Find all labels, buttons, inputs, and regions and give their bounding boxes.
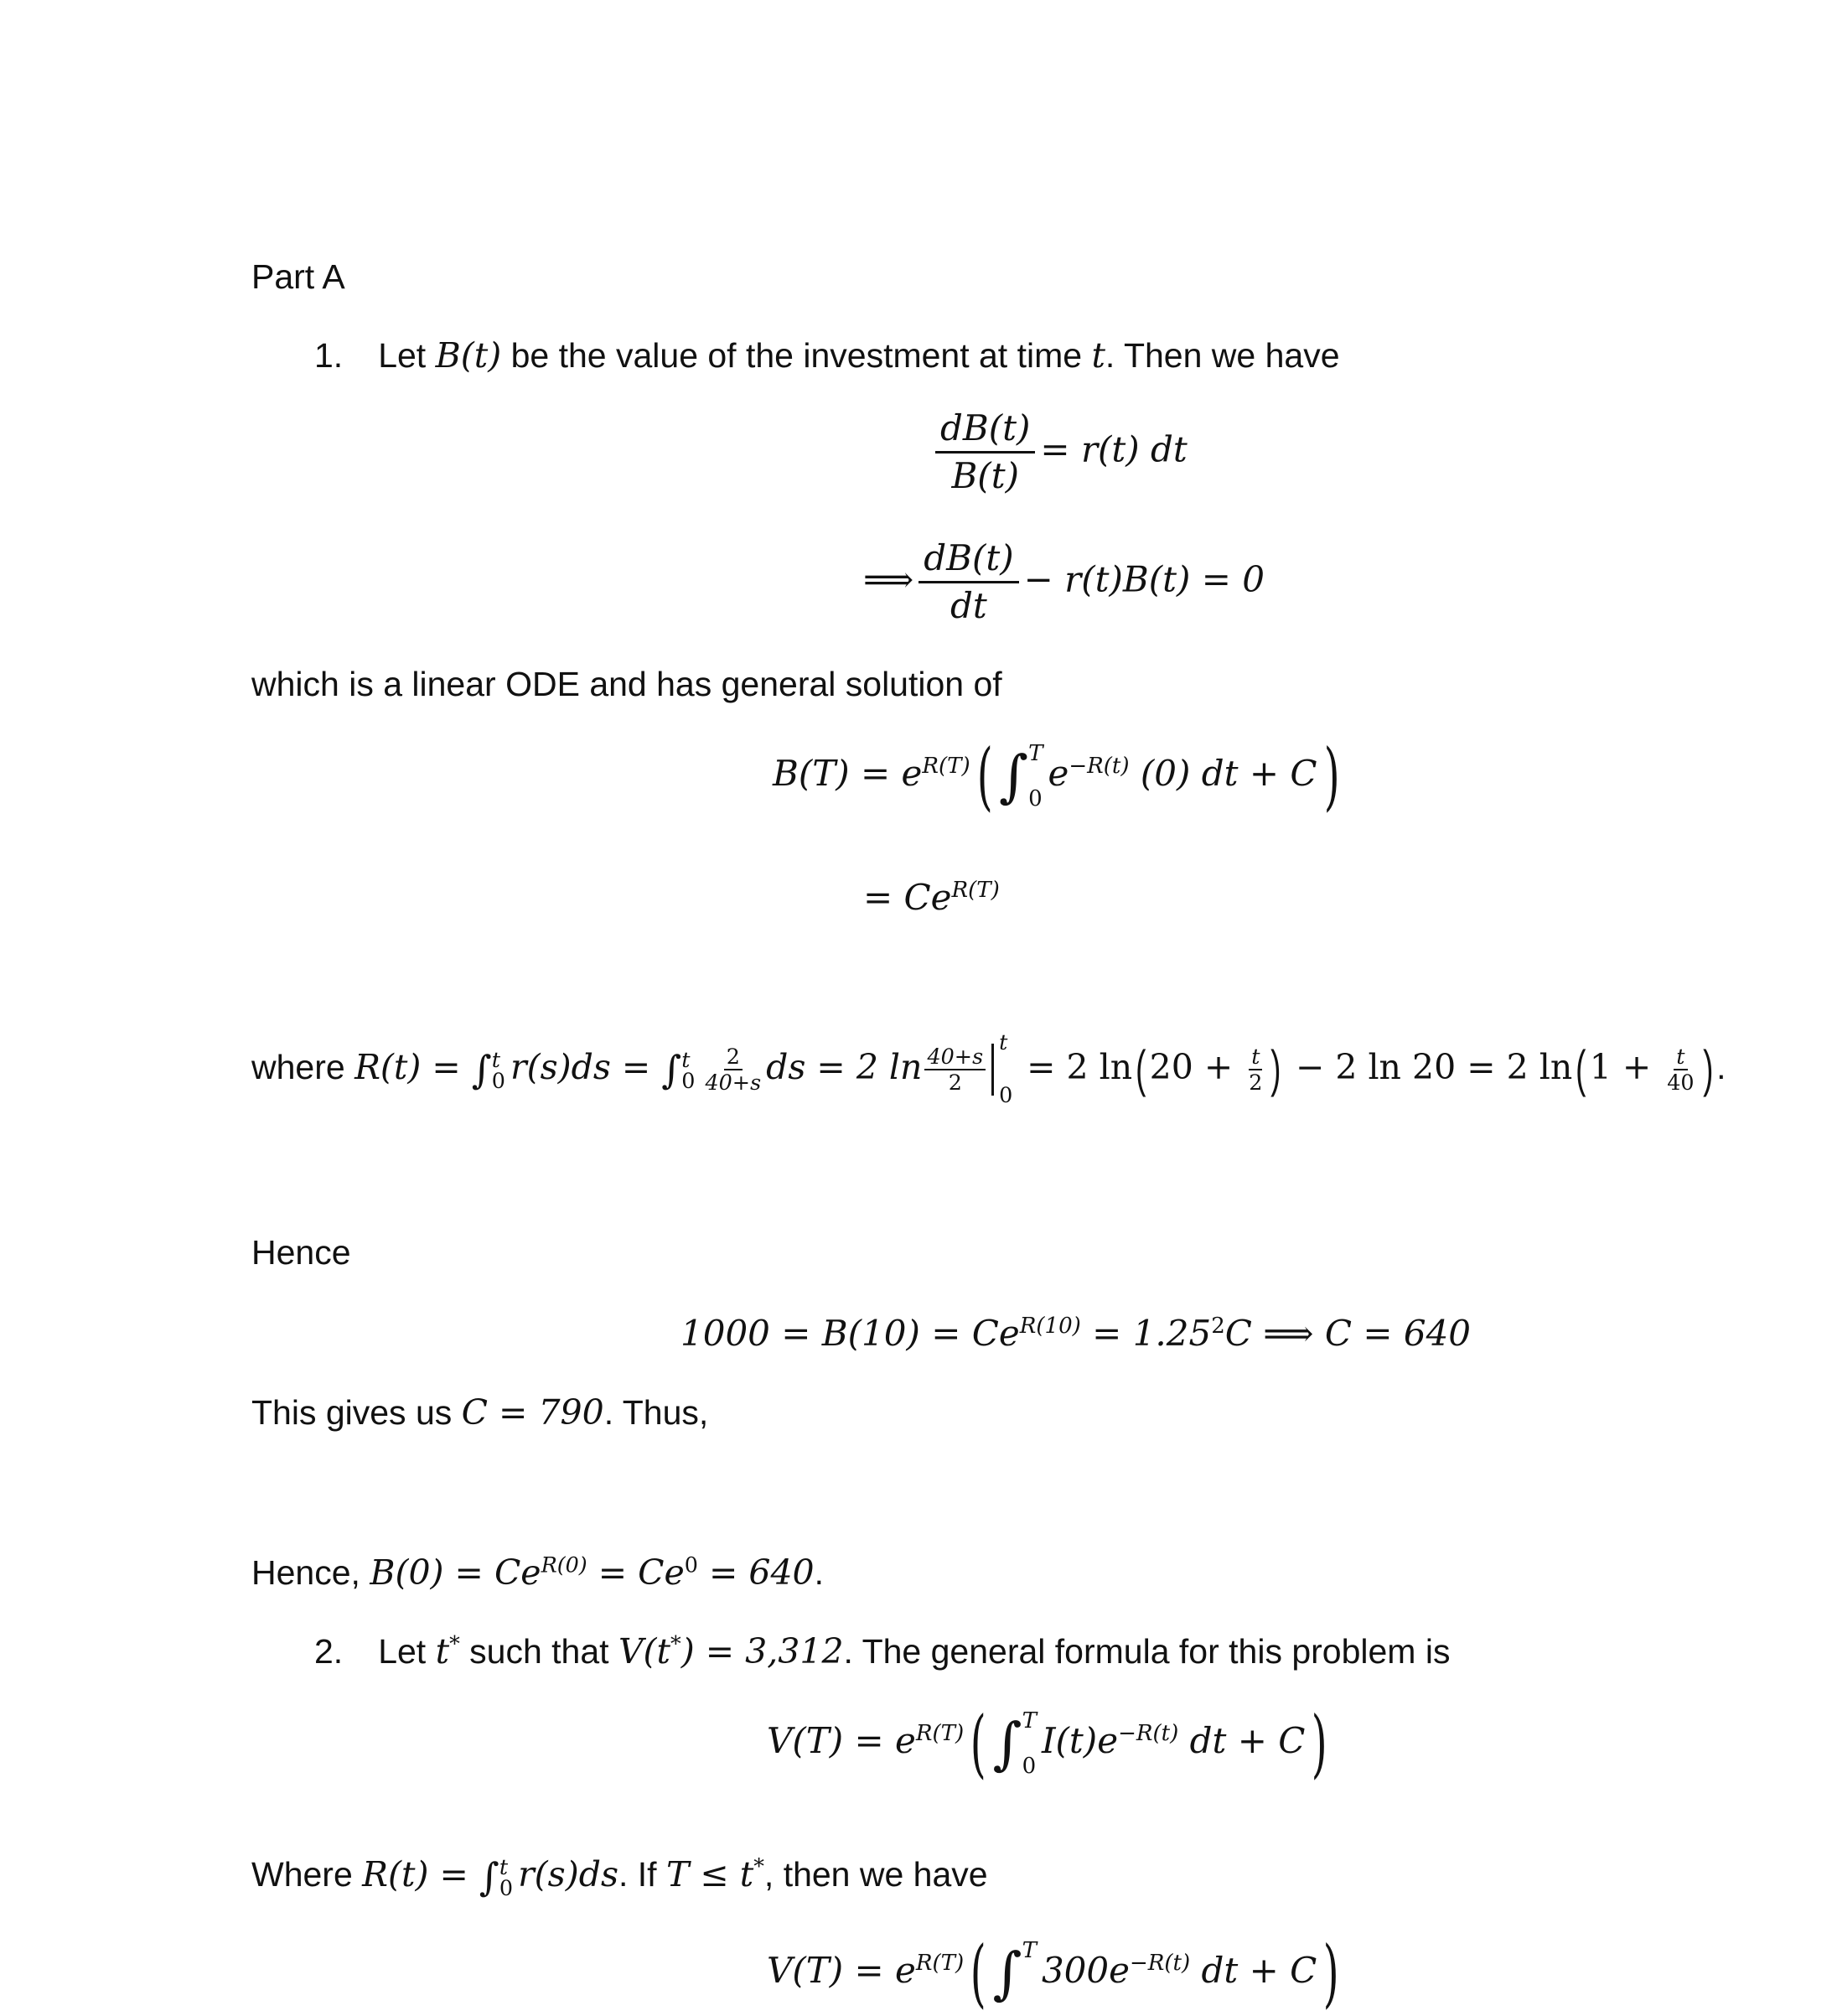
integral-sign: ∫ <box>992 1710 1022 1776</box>
lower-limit: 0 <box>1028 786 1043 812</box>
item-2 <box>314 1630 1451 1671</box>
text: . If <box>618 1854 666 1894</box>
text: Let <box>378 336 436 375</box>
equation-5 <box>680 1313 1472 1354</box>
denominator: 40+s <box>705 1070 762 1095</box>
rest: dt + C <box>1190 1950 1317 1992</box>
integral-limits <box>1022 1708 1037 1780</box>
fraction <box>918 537 1018 626</box>
math: = 2 ln <box>1016 1046 1133 1087</box>
paren-close: ) <box>1270 1040 1281 1099</box>
integrand: 300e <box>1041 1950 1130 1992</box>
paren-open: ( <box>970 1930 986 2016</box>
paren-close: ) <box>1312 1700 1328 1786</box>
text: . Then we have <box>1105 336 1340 375</box>
integral-sign: ∫ <box>471 1047 492 1092</box>
math-inline: V(t <box>618 1631 671 1671</box>
fraction <box>1664 1043 1696 1095</box>
paren-open: ( <box>976 733 993 819</box>
lower-limit: 0 <box>1022 1754 1037 1780</box>
paragraph <box>251 1552 825 1593</box>
fraction <box>702 1043 763 1095</box>
lhs: V(T) = e <box>767 1950 916 1992</box>
exponent: R(10) <box>1019 1314 1081 1339</box>
equation-6 <box>767 1700 1334 1786</box>
exponent: R(T) <box>915 1721 965 1747</box>
numerator: t <box>1674 1046 1687 1070</box>
equation-4 <box>863 877 1000 918</box>
equation-3 <box>773 733 1346 819</box>
text: Let <box>378 1632 436 1671</box>
numerator: dB(t) <box>918 541 1018 583</box>
math: 20 + <box>1149 1046 1245 1087</box>
exponent: R(T) <box>951 878 1000 903</box>
text: where <box>251 1047 355 1086</box>
expr: = Ce <box>863 877 952 918</box>
math-inline: T ≤ t <box>665 1853 754 1894</box>
rest: (0) dt + C <box>1129 753 1317 795</box>
equation-2 <box>863 537 1265 626</box>
evaluation-bar <box>991 1029 1016 1107</box>
rhs: − r(t)B(t) = 0 <box>1023 558 1265 600</box>
exponent: −R(t) <box>1129 1951 1191 1977</box>
item-number: 1. <box>314 336 344 375</box>
upper-limit: T <box>1022 1708 1037 1734</box>
paren-close: ) <box>1323 733 1340 819</box>
text: . <box>1716 1047 1726 1086</box>
expr: = 1.25 <box>1080 1313 1212 1354</box>
lower-limit: 0 <box>999 1081 1013 1107</box>
equation-7 <box>767 1930 1346 2016</box>
paren-open: ( <box>970 1700 986 1786</box>
integral-limits <box>1022 1940 1037 2007</box>
upper-limit: T <box>1028 741 1043 767</box>
math: r(s)ds = <box>510 1046 662 1087</box>
math-inline: C = 790 <box>461 1392 604 1433</box>
section-heading: Part A <box>251 257 345 296</box>
math-inline: = Ce <box>587 1552 685 1593</box>
math-inline: B(0) = Ce <box>370 1552 541 1593</box>
where-line <box>251 1029 1726 1107</box>
text: such that <box>459 1632 618 1671</box>
paragraph: Hence <box>251 1233 351 1272</box>
exponent: 2 <box>1211 1314 1225 1339</box>
upper-limit: t <box>999 1029 1008 1055</box>
numerator: 2 <box>724 1046 743 1070</box>
denominator: B(t) <box>951 455 1019 496</box>
text: Hence, <box>251 1553 370 1592</box>
fraction <box>924 1043 986 1095</box>
denominator: 40 <box>1667 1070 1695 1095</box>
math: 1 + <box>1589 1046 1663 1087</box>
upper-limit: t <box>499 1854 509 1879</box>
rest: dt + C <box>1178 1720 1306 1762</box>
lower-limit: 0 <box>681 1068 696 1094</box>
item-number: 2. <box>314 1632 344 1671</box>
exponent: −R(t) <box>1069 754 1130 780</box>
math-inline: t <box>1091 335 1105 376</box>
upper-limit: t <box>491 1047 501 1072</box>
paren-close: ) <box>1323 1930 1339 2016</box>
exponent: −R(t) <box>1118 1721 1179 1747</box>
exponent: R(T) <box>922 754 970 780</box>
integral-limits <box>681 1047 696 1094</box>
superscript: * <box>753 1853 764 1879</box>
paragraph <box>251 1392 709 1433</box>
math: − 2 ln 20 = 2 ln <box>1284 1046 1573 1087</box>
expr: C ⟹ C = 640 <box>1224 1313 1472 1354</box>
lhs: V(T) = e <box>767 1720 916 1762</box>
numerator: 40+s <box>924 1046 986 1070</box>
fraction <box>935 407 1035 496</box>
lower-limit: 0 <box>499 1875 514 1901</box>
numerator: dB(t) <box>935 411 1035 453</box>
equation-1 <box>930 407 1188 496</box>
paragraph: which is a linear ODE and has general solution of <box>251 665 1002 703</box>
text: be the value of the investment at time <box>501 336 1092 375</box>
item-1 <box>314 335 1340 376</box>
integral-sign: ∫ <box>992 1940 1022 2006</box>
text: This gives us <box>251 1393 462 1432</box>
paragraph <box>251 1853 988 1901</box>
math: R(t) = <box>354 1046 472 1087</box>
text: , then we have <box>763 1854 988 1894</box>
exponent: 0 <box>684 1552 698 1578</box>
fraction <box>1246 1043 1265 1095</box>
text: . <box>814 1553 825 1592</box>
upper-limit: T <box>1022 1938 1037 1964</box>
text: . The general formula for this problem is <box>843 1632 1451 1671</box>
paren-close: ) <box>1702 1040 1713 1099</box>
rhs: = r(t) dt <box>1040 428 1188 470</box>
lower-limit: 0 <box>491 1068 505 1094</box>
superscript: * <box>670 1630 681 1656</box>
integrand: e <box>1048 753 1069 795</box>
text: . Thus, <box>603 1393 709 1432</box>
numerator: t <box>1249 1046 1262 1070</box>
math: ds = 2 ln <box>766 1046 923 1087</box>
implies-symbol: ⟹ <box>863 558 914 600</box>
denominator: 2 <box>948 1070 962 1095</box>
integral-sign: ∫ <box>661 1047 682 1092</box>
upper-limit: t <box>681 1047 691 1072</box>
denominator: 2 <box>1249 1070 1263 1095</box>
math-inline: B(t) <box>435 335 502 376</box>
integral-limits <box>1028 743 1043 810</box>
math-inline: = 640 <box>697 1552 815 1593</box>
paren-open: ( <box>1576 1040 1586 1099</box>
math-inline: t <box>435 1631 450 1671</box>
superscript: * <box>449 1630 460 1656</box>
integral-limits <box>499 1854 514 1901</box>
math-inline: R(t) = <box>362 1853 479 1894</box>
expr: 1000 = B(10) = Ce <box>680 1313 1020 1354</box>
integral-sign: ∫ <box>999 743 1029 809</box>
integrand: I(t)e <box>1041 1720 1119 1762</box>
exponent: R(T) <box>915 1951 965 1977</box>
integral-limits <box>491 1047 505 1094</box>
math-inline: ) = 3,312 <box>680 1631 844 1671</box>
denominator: dt <box>950 585 987 626</box>
integral-sign: ∫ <box>479 1854 499 1899</box>
lhs: B(T) = e <box>773 753 923 795</box>
exponent: R(0) <box>541 1552 587 1578</box>
math-inline: r(s)ds <box>518 1853 618 1894</box>
text: Where <box>251 1854 363 1894</box>
paren-open: ( <box>1136 1040 1146 1099</box>
